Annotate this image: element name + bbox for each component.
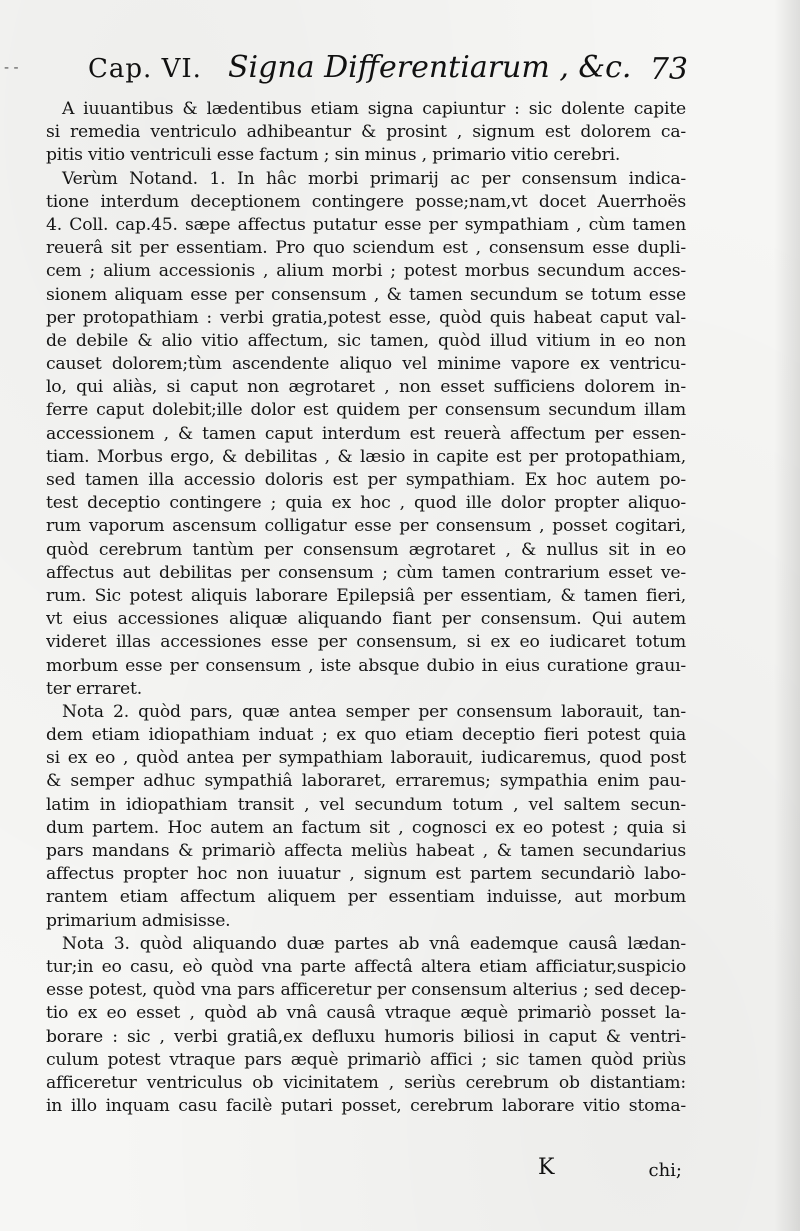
text-line: cem ; alium accessionis , alium morbi ; potest morbus secundum acces- [46, 261, 686, 282]
text-line: reuerâ sit per essentiam. Pro quo sciendum est , consensum esse dupli- [46, 238, 686, 259]
text-line: tio ex eo esset , quòd ab vnâ causâ vtraque æquè primariò posset la- [46, 1003, 686, 1024]
text-line: videret illas accessiones esse per consensum, si ex eo iudicaret totum [46, 632, 686, 653]
page-header [88, 48, 688, 92]
text-line: sionem aliquam esse per consensum , & tamen secundum se totum esse [46, 284, 686, 305]
text-line: sed tamen illa accessio doloris est per sympathiam. Ex hoc autem po- [46, 470, 686, 490]
text-line: vt eius accessiones aliquæ aliquando fiant per consensum. Qui autem [46, 609, 686, 630]
text-line: Nota 3. quòd aliquando duæ partes ab vnâ eademque causâ lædan- [62, 933, 686, 954]
text-line: lo, qui aliàs, si caput non ægrotaret , non esset sufficiens dolorem in- [46, 377, 686, 398]
text-line: & semper adhuc sympathiâ laboraret, erraremus; sympathia enim pau- [46, 771, 686, 792]
text-line: afficeretur ventriculus ob vicinitatem , seriùs cerebrum ob distantiam: [46, 1072, 686, 1093]
running-title: Signa Differentiarum , &c. [228, 50, 632, 85]
text-line: si ex eo , quòd antea per sympathiam laborauit, iudicaremus, quod post [46, 748, 686, 769]
page-number: 73 [649, 52, 688, 87]
text-line: 4. Coll. cap.45. sæpe affectus putatur esse per sympathiam , cùm tamen [46, 214, 686, 235]
text-line: tiam. Morbus ergo, & debilitas , & læsio in capite est per protopathiam, [46, 446, 686, 467]
text-line: accessionem , & tamen caput interdum est reuerà affectum per essen- [46, 423, 686, 444]
text-line: si remedia ventriculo adhibeantur & prosint , signum est dolorem ca- [46, 122, 686, 143]
catchword: chi; [648, 1160, 682, 1181]
text-line: ter erraret. [46, 678, 142, 699]
page-edge-shadow [774, 0, 800, 1231]
text-line: pars mandans & primariò affecta meliùs habeat , & tamen secundarius [46, 841, 686, 861]
text-line: dum partem. Hoc autem an factum sit , cognosci ex eo potest ; quia si [46, 817, 686, 838]
text-line: quòd cerebrum tantùm per consensum ægrotaret , & nullus sit in eo [46, 539, 686, 560]
body-text [46, 98, 686, 1118]
text-line: latim in idiopathiam transit , vel secundum totum , vel saltem secun- [46, 794, 686, 815]
text-line: Nota 2. quòd pars, quæ antea semper per consensum laborauit, tan- [62, 701, 686, 722]
text-line: test deceptio contingere ; quia ex hoc , quod ille dolor propter aliquo- [46, 493, 686, 514]
text-line: ferre caput dolebit;ille dolor est quidem per consensum secundum illam [46, 400, 686, 421]
text-line: rum. Sic potest aliquis laborare Epilepsiâ per essentiam, & tamen fieri, [46, 585, 686, 606]
margin-dash-mark: - - [4, 60, 19, 76]
text-line: esse potest, quòd vna pars afficeretur per consensum alterius ; sed decep- [46, 980, 686, 1001]
text-line: tione interdum deceptionem contingere posse;nam,vt docet Auerrhoës [46, 191, 686, 212]
text-line: in illo inquam casu facilè putari posset, cerebrum laborare vitio stoma- [46, 1096, 686, 1117]
text-line: tur;in eo casu, eò quòd vna parte affectâ altera etiam afficiatur,suspicio [46, 956, 686, 977]
text-line: affectus aut debilitas per consensum ; cùm tamen contrarium esset ve- [46, 562, 686, 583]
text-line: A iuuantibus & lædentibus etiam signa capiuntur : sic dolente capite [62, 99, 686, 119]
text-line: de debile & alio vitio affectum, sic tamen, quòd illud vitium in eo non [46, 330, 686, 351]
text-line: causet dolorem;tùm ascendente aliquo vel minime vapore ex ventricu- [46, 354, 686, 375]
text-line: per protopathiam : verbi gratia,potest esse, quòd quis habeat caput val- [46, 307, 686, 328]
text-line: rum vaporum ascensum colligatur esse per consensum , posset cogitari, [46, 516, 686, 537]
text-line: culum potest vtraque pars æquè primariò affici ; sic tamen quòd priùs [46, 1049, 686, 1070]
text-line: pitis vitio ventriculi esse factum ; sin minus , primario vitio cerebri. [46, 145, 621, 166]
text-line: borare : sic , verbi gratiâ,ex defluxu humoris biliosi in caput & ventri- [46, 1026, 686, 1047]
text-line: dem etiam idiopathiam induat ; ex quo etiam deceptio fieri potest quia [46, 725, 686, 746]
text-line: affectus propter hoc non iuuatur , signum est partem secundariò labo- [46, 864, 686, 885]
text-line: morbum esse per consensum , iste absque dubio in eius curatione grauı- [46, 655, 686, 676]
chapter-label: Cap. VI. [88, 54, 202, 84]
text-line: primarium admisisse. [46, 910, 231, 931]
text-line: rantem etiam affectum aliquem per essentiam induisse, aut morbum [46, 887, 686, 908]
text-line: Verùm Notand. 1. In hâc morbi primarij ac per consensum indica- [62, 168, 686, 189]
signature-mark: K [538, 1155, 555, 1180]
